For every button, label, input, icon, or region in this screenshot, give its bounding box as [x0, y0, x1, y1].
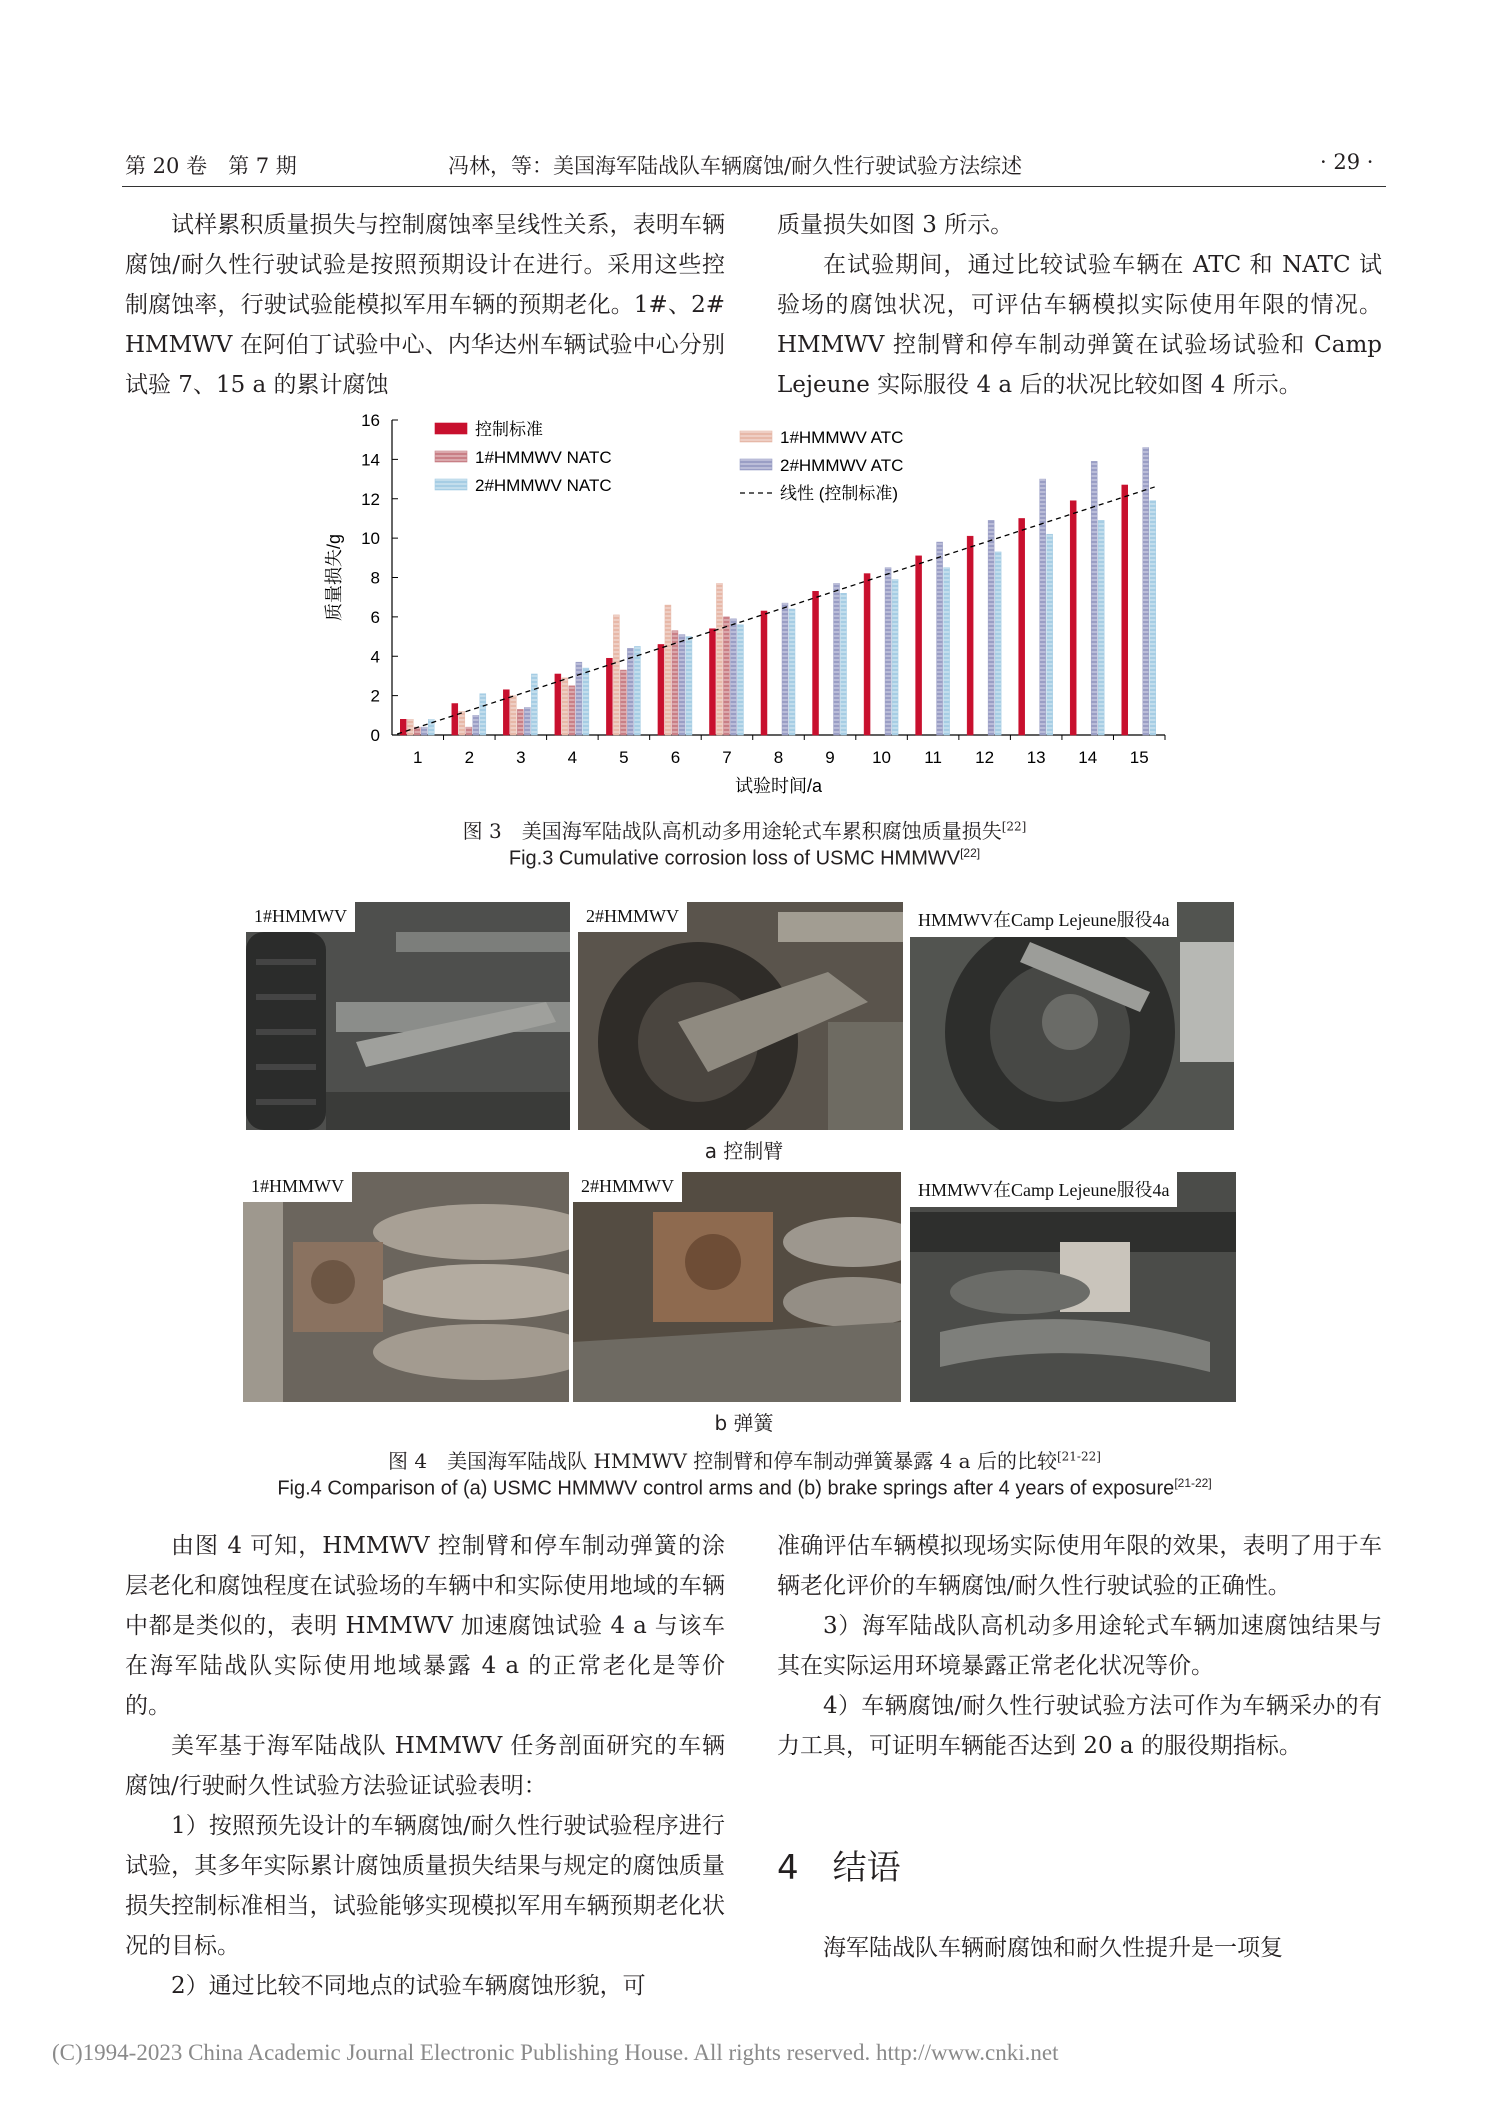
section-heading: 4 结语 — [777, 1848, 901, 1888]
bar-2#HMMWV NATC — [789, 609, 795, 735]
bar-2#HMMWV NATC — [995, 552, 1001, 735]
bar-2#HMMWV ATC — [782, 603, 788, 735]
y-tick-label: 14 — [361, 450, 380, 470]
bar-2#HMMWV ATC — [885, 568, 891, 735]
bar-1#HMMWV NATC — [672, 631, 678, 735]
paragraph: 试样累积质量损失与控制腐蚀率呈线性关系，表明车辆腐蚀/耐久性行驶试验是按照预期设计在进行。采用这些控制腐蚀率，行驶试验能模拟军用车辆的预期老化。1#、2# HMMWV 在阿伯丁试验中心、内华达州车辆试验中心分别试验 7、15 a 的累计腐蚀 — [125, 212, 725, 398]
right-column-bottom — [777, 1526, 1382, 1766]
bar-2#HMMWV ATC — [679, 635, 685, 735]
caption-text: 图 3 美国海军陆战队高机动多用途轮式车累积腐蚀质量损失 — [462, 819, 1002, 843]
legend-label: 2#HMMWV NATC — [475, 476, 612, 495]
header-rule — [122, 186, 1386, 187]
page-number: · 29 · — [1320, 150, 1374, 174]
photo-control-arm-2 — [578, 902, 903, 1130]
y-tick-label: 4 — [370, 647, 380, 667]
bar-2#HMMWV NATC — [944, 568, 950, 735]
running-header — [125, 150, 1385, 184]
legend-label: 线性 (控制标准) — [780, 484, 899, 503]
bar-2#HMMWV ATC — [1091, 461, 1097, 735]
legend-swatch — [740, 459, 772, 470]
x-tick-label: 6 — [670, 748, 681, 767]
x-tick-label: 14 — [1078, 748, 1098, 767]
citation-ref: [22] — [1001, 819, 1027, 834]
bar-2#HMMWV ATC — [730, 619, 736, 735]
paragraph: 海军陆战队车辆耐腐蚀和耐久性提升是一项复 — [823, 1935, 1283, 1961]
bar-2#HMMWV NATC — [531, 674, 537, 735]
copyright-footer: (C)1994-2023 China Academic Journal Electronic Publishing House. All rights reserved. http://www.cnki.net — [52, 2040, 1059, 2065]
bar-2#HMMWV ATC — [473, 715, 479, 735]
bar-2#HMMWV ATC — [524, 707, 530, 735]
caption-text: 图 4 美国海军陆战队 HMMWV 控制臂和停车制动弹簧暴露 4 a 后的比较 — [388, 1449, 1057, 1473]
list-item: 4）车辆腐蚀/耐久性行驶试验方法可作为车辆采办的有力工具，可证明车辆能否达到 20 a 的服役期指标。 — [777, 1693, 1382, 1759]
y-tick-label: 2 — [370, 686, 380, 706]
bar-2#HMMWV ATC — [627, 648, 633, 735]
bar-2#HMMWV NATC — [1047, 534, 1053, 735]
x-axis-title: 试验时间/a — [734, 776, 823, 796]
bar-1#HMMWV ATC — [665, 605, 671, 735]
legend-label: 控制标准 — [475, 420, 543, 439]
x-tick-label: 8 — [773, 748, 784, 767]
bar-2#HMMWV ATC — [988, 520, 994, 735]
x-tick-label: 13 — [1026, 748, 1046, 767]
bar-2#HMMWV ATC — [937, 542, 943, 735]
bar-控制标准 — [967, 536, 973, 735]
x-tick-label: 1 — [413, 748, 423, 767]
article-title-header: 冯林，等：美国海军陆战队车辆腐蚀/耐久性行驶试验方法综述 — [448, 154, 1023, 178]
x-tick-label: 15 — [1129, 748, 1149, 767]
caption-text: Fig.3 Cumulative corrosion loss of USMC HMMWV — [508, 847, 961, 870]
left-column-bottom — [125, 1526, 725, 2006]
x-tick-label: 4 — [567, 748, 578, 767]
x-tick-label: 2 — [464, 748, 475, 767]
bar-2#HMMWV ATC — [834, 583, 840, 735]
paragraph: 质量损失如图 3 所示。 — [777, 212, 1014, 238]
bar-1#HMMWV ATC — [510, 696, 516, 735]
legend-swatch — [740, 431, 772, 442]
figure-4-caption-cn — [0, 1445, 1489, 1474]
bar-1#HMMWV NATC — [517, 709, 523, 735]
bar-控制标准 — [452, 704, 458, 736]
bar-控制标准 — [1019, 518, 1025, 735]
bar-2#HMMWV NATC — [686, 637, 692, 735]
photo-spring-lejeune — [910, 1172, 1236, 1402]
bar-2#HMMWV NATC — [892, 579, 898, 735]
caption-text: Fig.4 Comparison of (a) USMC HMMWV control arms and (b) brake springs after 4 years of exposure — [277, 1477, 1175, 1500]
photo-label: HMMWV在Camp Lejeune服役4a — [910, 1172, 1177, 1207]
bar-1#HMMWV ATC — [407, 719, 413, 735]
figure-3-chart — [320, 410, 1180, 805]
bar-2#HMMWV NATC — [1150, 501, 1156, 735]
x-tick-label: 11 — [924, 748, 942, 767]
conclusion-column — [777, 1928, 1382, 1968]
legend-swatch — [435, 479, 467, 490]
y-tick-label: 8 — [370, 568, 380, 588]
right-column-top — [777, 205, 1382, 405]
bar-1#HMMWV NATC — [723, 617, 729, 735]
legend-label: 1#HMMWV ATC — [780, 428, 904, 447]
y-tick-label: 6 — [370, 607, 380, 627]
bar-1#HMMWV ATC — [613, 615, 619, 735]
bar-2#HMMWV ATC — [421, 727, 427, 735]
list-item: 2）通过比较不同地点的试验车辆腐蚀形貌，可 — [171, 1973, 646, 1999]
photo-label: HMMWV在Camp Lejeune服役4a — [910, 902, 1177, 937]
bar-1#HMMWV ATC — [716, 583, 722, 735]
bar-2#HMMWV NATC — [583, 668, 589, 735]
paragraph: 在试验期间，通过比较试验车辆在 ATC 和 NATC 试验场的腐蚀状况，可评估车辆模拟实际使用年限的情况。HMMWV 控制臂和停车制动弹簧在试验场试验和 Camp Lejeune 实际服役 4 a 后的状况比较如图 4 所示。 — [777, 252, 1382, 398]
y-tick-label: 12 — [361, 489, 380, 509]
x-tick-label: 9 — [825, 748, 835, 767]
bar-2#HMMWV NATC — [1098, 520, 1104, 735]
left-column-top — [125, 205, 725, 405]
citation-ref: [22] — [960, 846, 981, 860]
bar-控制标准 — [503, 690, 509, 735]
bar-控制标准 — [864, 574, 870, 735]
list-item: 1）按照预先设计的车辆腐蚀/耐久性行驶试验程序进行试验，其多年实际累计腐蚀质量损失结果与规定的腐蚀质量损失控制标准相当，试验能够实现模拟军用车辆预期老化状况的目标。 — [125, 1813, 725, 1959]
paragraph: 准确评估车辆模拟现场实际使用年限的效果，表明了用于车辆老化评价的车辆腐蚀/耐久性行驶试验的正确性。 — [777, 1533, 1382, 1599]
list-item: 3）海军陆战队高机动多用途轮式车辆加速腐蚀结果与其在实际运用环境暴露正常老化状况等价。 — [777, 1613, 1382, 1679]
legend-swatch — [435, 451, 467, 462]
photo-label: 1#HMMWV — [243, 1172, 352, 1202]
x-tick-label: 5 — [619, 748, 629, 767]
figure-3-caption-cn — [0, 815, 1489, 844]
x-tick-label: 12 — [975, 748, 995, 767]
photo-control-arm-1 — [246, 902, 570, 1130]
citation-ref: [21-22] — [1056, 1449, 1101, 1464]
legend-swatch — [435, 423, 467, 434]
paragraph: 由图 4 可知，HMMWV 控制臂和停车制动弹簧的涂层老化和腐蚀程度在试验场的车辆中和实际使用地域的车辆中都是类似的，表明 HMMWV 加速腐蚀试验 4 a 与该车在海军陆战队实际使用地域暴露 4 a 的正常老化是等价的。 — [125, 1533, 725, 1719]
paragraph: 美军基于海军陆战队 HMMWV 任务剖面研究的车辆腐蚀/行驶耐久性试验方法验证试验表明： — [125, 1733, 725, 1799]
bar-2#HMMWV NATC — [634, 646, 640, 735]
y-axis-title: 质量损失/g — [324, 533, 344, 622]
bar-控制标准 — [709, 629, 715, 735]
bar-2#HMMWV NATC — [480, 694, 486, 735]
journal-volume-issue: 第 20 卷 第 7 期 — [125, 154, 297, 178]
bar-2#HMMWV ATC — [1040, 479, 1046, 735]
photo-label: 2#HMMWV — [573, 1172, 682, 1202]
citation-ref: [21-22] — [1174, 1476, 1212, 1490]
bar-2#HMMWV NATC — [841, 593, 847, 735]
bar-1#HMMWV NATC — [569, 686, 575, 735]
legend-label: 1#HMMWV NATC — [475, 448, 612, 467]
x-tick-label: 3 — [516, 748, 526, 767]
photo-label: 1#HMMWV — [246, 902, 355, 932]
photo-control-arm-lejeune — [910, 902, 1234, 1130]
photo-spring-1 — [243, 1172, 569, 1402]
subcaption-b: b 弹簧 — [714, 1411, 774, 1435]
bar-控制标准 — [916, 556, 922, 735]
bar-2#HMMWV ATC — [576, 662, 582, 735]
bar-1#HMMWV ATC — [459, 711, 465, 735]
figure-3-caption-en — [0, 846, 1489, 871]
y-tick-label: 16 — [361, 411, 380, 430]
bar-控制标准 — [1122, 485, 1128, 735]
x-tick-label: 10 — [872, 748, 892, 767]
bar-1#HMMWV NATC — [620, 670, 626, 735]
y-tick-label: 0 — [370, 726, 380, 745]
bar-控制标准 — [658, 644, 664, 735]
bar-2#HMMWV NATC — [737, 625, 743, 735]
y-tick-label: 10 — [361, 529, 380, 549]
photo-spring-2 — [573, 1172, 901, 1402]
subcaption-a: a 控制臂 — [704, 1139, 784, 1163]
bar-控制标准 — [813, 591, 819, 735]
bar-1#HMMWV ATC — [562, 678, 568, 735]
x-tick-label: 7 — [722, 748, 732, 767]
figure-4-caption-en — [0, 1476, 1489, 1501]
bar-控制标准 — [555, 674, 561, 735]
bar-1#HMMWV NATC — [466, 727, 472, 735]
photo-label: 2#HMMWV — [578, 902, 687, 932]
legend-label: 2#HMMWV ATC — [780, 456, 904, 475]
bar-控制标准 — [1070, 501, 1076, 735]
bar-控制标准 — [761, 611, 767, 735]
bar-控制标准 — [606, 658, 612, 735]
